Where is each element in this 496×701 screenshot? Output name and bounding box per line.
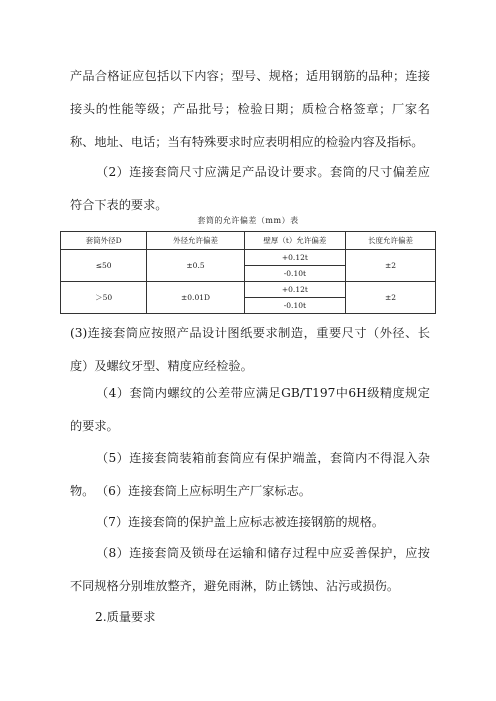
cell-wall-minus: -0.10t — [244, 266, 345, 282]
cell-wall-plus: +0.12t — [244, 250, 345, 266]
table-caption: 套筒的允许偏差（mm）表 — [197, 216, 299, 225]
table-header-row — [61, 232, 436, 250]
header-outer-diameter: 套筒外径D — [61, 232, 147, 250]
table-row — [61, 250, 436, 266]
table-row — [61, 282, 436, 298]
cell-length-tolerance: ±2 — [346, 282, 436, 314]
paragraph-sleeve-dimension: （2）连接套筒尺寸应满足产品设计要求。套筒的尺寸偏差应符合下表的要求。 — [70, 165, 430, 212]
paragraph-thread-tolerance: （4）套筒内螺纹的公差带应满足GB/T197中6H级精度规定的要求。 — [70, 386, 430, 433]
header-length-tolerance: 长度允许偏差 — [346, 232, 436, 250]
paragraph-transport-storage: （8）连接套筒及锁母在运输和储存过程中应妥善保护，应按不同规格分别堆放整齐，避免雨淋，防止锈蚀、沾污或损伤。 — [70, 546, 430, 593]
cell-diameter: ＞50 — [61, 282, 147, 314]
cell-outer-tolerance: ±0.01D — [147, 282, 245, 314]
paragraph-certificate-content: 产品合格证应包括以下内容；型号、规格；适用钢筋的品种；连接接头的性能等级；产品批号；检验日期；质检合格签章；厂家名称、地址、电话；当有特殊要求时应表明相应的检验内容及指标。 — [70, 69, 430, 149]
cell-wall-plus: +0.12t — [244, 282, 345, 298]
section-heading: 2.质量要求 — [95, 610, 156, 624]
paragraph-end-caps: （5）连接套筒装箱前套筒应有保护端盖，套筒内不得混入杂物。 — [70, 451, 430, 498]
paragraph-cap-marking: （7）连接套筒的保护盖上应标志被连接钢筋的规格。 — [96, 515, 385, 529]
header-outer-tolerance: 外径允许偏差 — [147, 232, 245, 250]
cell-diameter: ≤50 — [61, 250, 147, 282]
cell-wall-minus: -0.10t — [244, 298, 345, 314]
paragraph-manufacturer-mark: （6）连接套筒上应标明生产厂家标志。 — [96, 484, 311, 498]
tolerance-table — [60, 231, 436, 314]
cell-length-tolerance: ±2 — [346, 250, 436, 282]
header-wall-tolerance: 壁厚（t）允许偏差 — [244, 232, 345, 250]
paragraph-manufacturing: (3)连接套筒应按照产品设计图纸要求制造，重要尺寸（外径、长度）及螺纹牙型、精度应经检验。 — [70, 326, 430, 373]
cell-outer-tolerance: ±0.5 — [147, 250, 245, 282]
